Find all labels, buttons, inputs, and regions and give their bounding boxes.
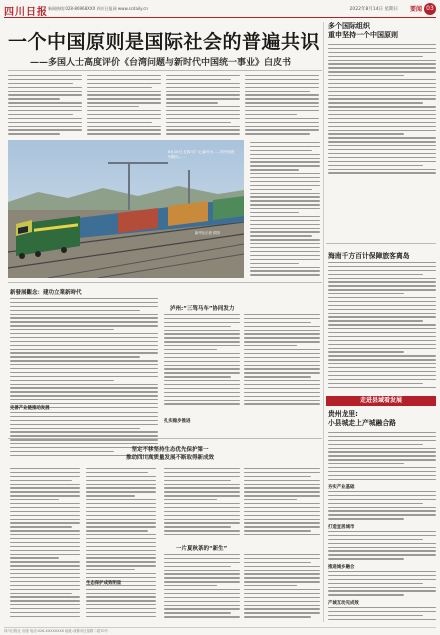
- right-subhead-1: 夯实产业基础: [328, 485, 355, 490]
- photo-caption: 8月10日,在四川广元,编号为……的中欧班列驶出……: [168, 150, 235, 159]
- article-body-center-3: [164, 468, 240, 538]
- article-body-mid-1: [164, 314, 240, 407]
- article-body-center-2: [86, 468, 156, 620]
- lead-body-col-3: [166, 75, 240, 137]
- right-top-body: [328, 44, 436, 176]
- right-bottom-body-3: [328, 531, 436, 562]
- photo-credit: 新华社记者 供图: [195, 231, 220, 235]
- divider: [326, 243, 436, 244]
- lead-body-col-1: [8, 75, 82, 137]
- article-body-left: [10, 298, 158, 411]
- column-separator: [323, 22, 324, 622]
- train-illustration: [8, 140, 244, 278]
- subhead-1: 完善产业链推动发展: [10, 406, 50, 411]
- divider: [8, 70, 322, 71]
- right-subhead-2: 打造宜居城市: [328, 525, 355, 530]
- article-body-center-4: [244, 468, 320, 538]
- section-label: 要闻: [409, 6, 422, 13]
- right-bottom-body-1: [328, 432, 436, 483]
- article-body-mid-2: [244, 314, 320, 407]
- divider: [8, 282, 322, 283]
- page-number: 03: [424, 3, 436, 15]
- article-body-center-1: [10, 468, 80, 620]
- lead-body-col-2: [87, 75, 161, 137]
- article-body-bottom-1: [164, 554, 240, 620]
- right-mid-body: [328, 262, 436, 390]
- divider: [8, 438, 322, 439]
- right-subhead-3: 推进城乡融合: [328, 565, 355, 570]
- article-headline-left: 新發展觀念：建功立業新時代: [10, 290, 82, 296]
- right-bottom-body-4: [328, 571, 436, 598]
- right-bottom-headline: 贵州龙里: 小县城走上产城融合路: [328, 410, 396, 427]
- masthead: [4, 3, 436, 18]
- newspaper-logo: 四川日报: [4, 7, 48, 18]
- right-subhead-4: 产城互动见成效: [328, 601, 359, 606]
- lead-headline: 一个中国原则是国际社会的普遍共识: [8, 31, 321, 53]
- right-mid-headline: 海南千方百计保障旅客离岛: [328, 252, 410, 260]
- right-bottom-body-2: [328, 491, 436, 522]
- page-footer: 四川日报社 出版 电话:028-XXXXXXXX 地址:成都市红星路二段70号: [4, 627, 436, 634]
- masthead-date: 2022年8月14日 星期日: [349, 7, 398, 12]
- article-headline-mid: 泸州:“三驾马车”协同发力: [170, 306, 235, 312]
- train-photo: [8, 140, 244, 278]
- article-headline-center: 坚定不移坚持生态优先保护第一 推动四川高质量发展不断取得新成效: [125, 447, 214, 461]
- article-headline-bottom: 一片夏秋茶的“新生”: [176, 546, 228, 552]
- subhead-2: 扎实稳步推进: [164, 419, 191, 424]
- lead-body-col-5: [250, 142, 320, 278]
- subhead-3: 生态保护成效明显: [86, 581, 122, 586]
- section-banner: 走进县域看发展: [326, 396, 436, 406]
- right-top-headline: 多个国际组织 重申坚持一个中国原则: [328, 22, 398, 39]
- article-body-bottom-2: [244, 554, 320, 620]
- right-bottom-body-5: [328, 607, 436, 623]
- masthead-meta: 新闻热线:028-86968XXX 四川日报网 www.scdaily.cn: [48, 6, 148, 11]
- lead-subheadline: ——多国人士高度评价《台湾问题与新时代中国统一事业》白皮书: [30, 58, 292, 68]
- lead-body-col-4: [245, 75, 319, 137]
